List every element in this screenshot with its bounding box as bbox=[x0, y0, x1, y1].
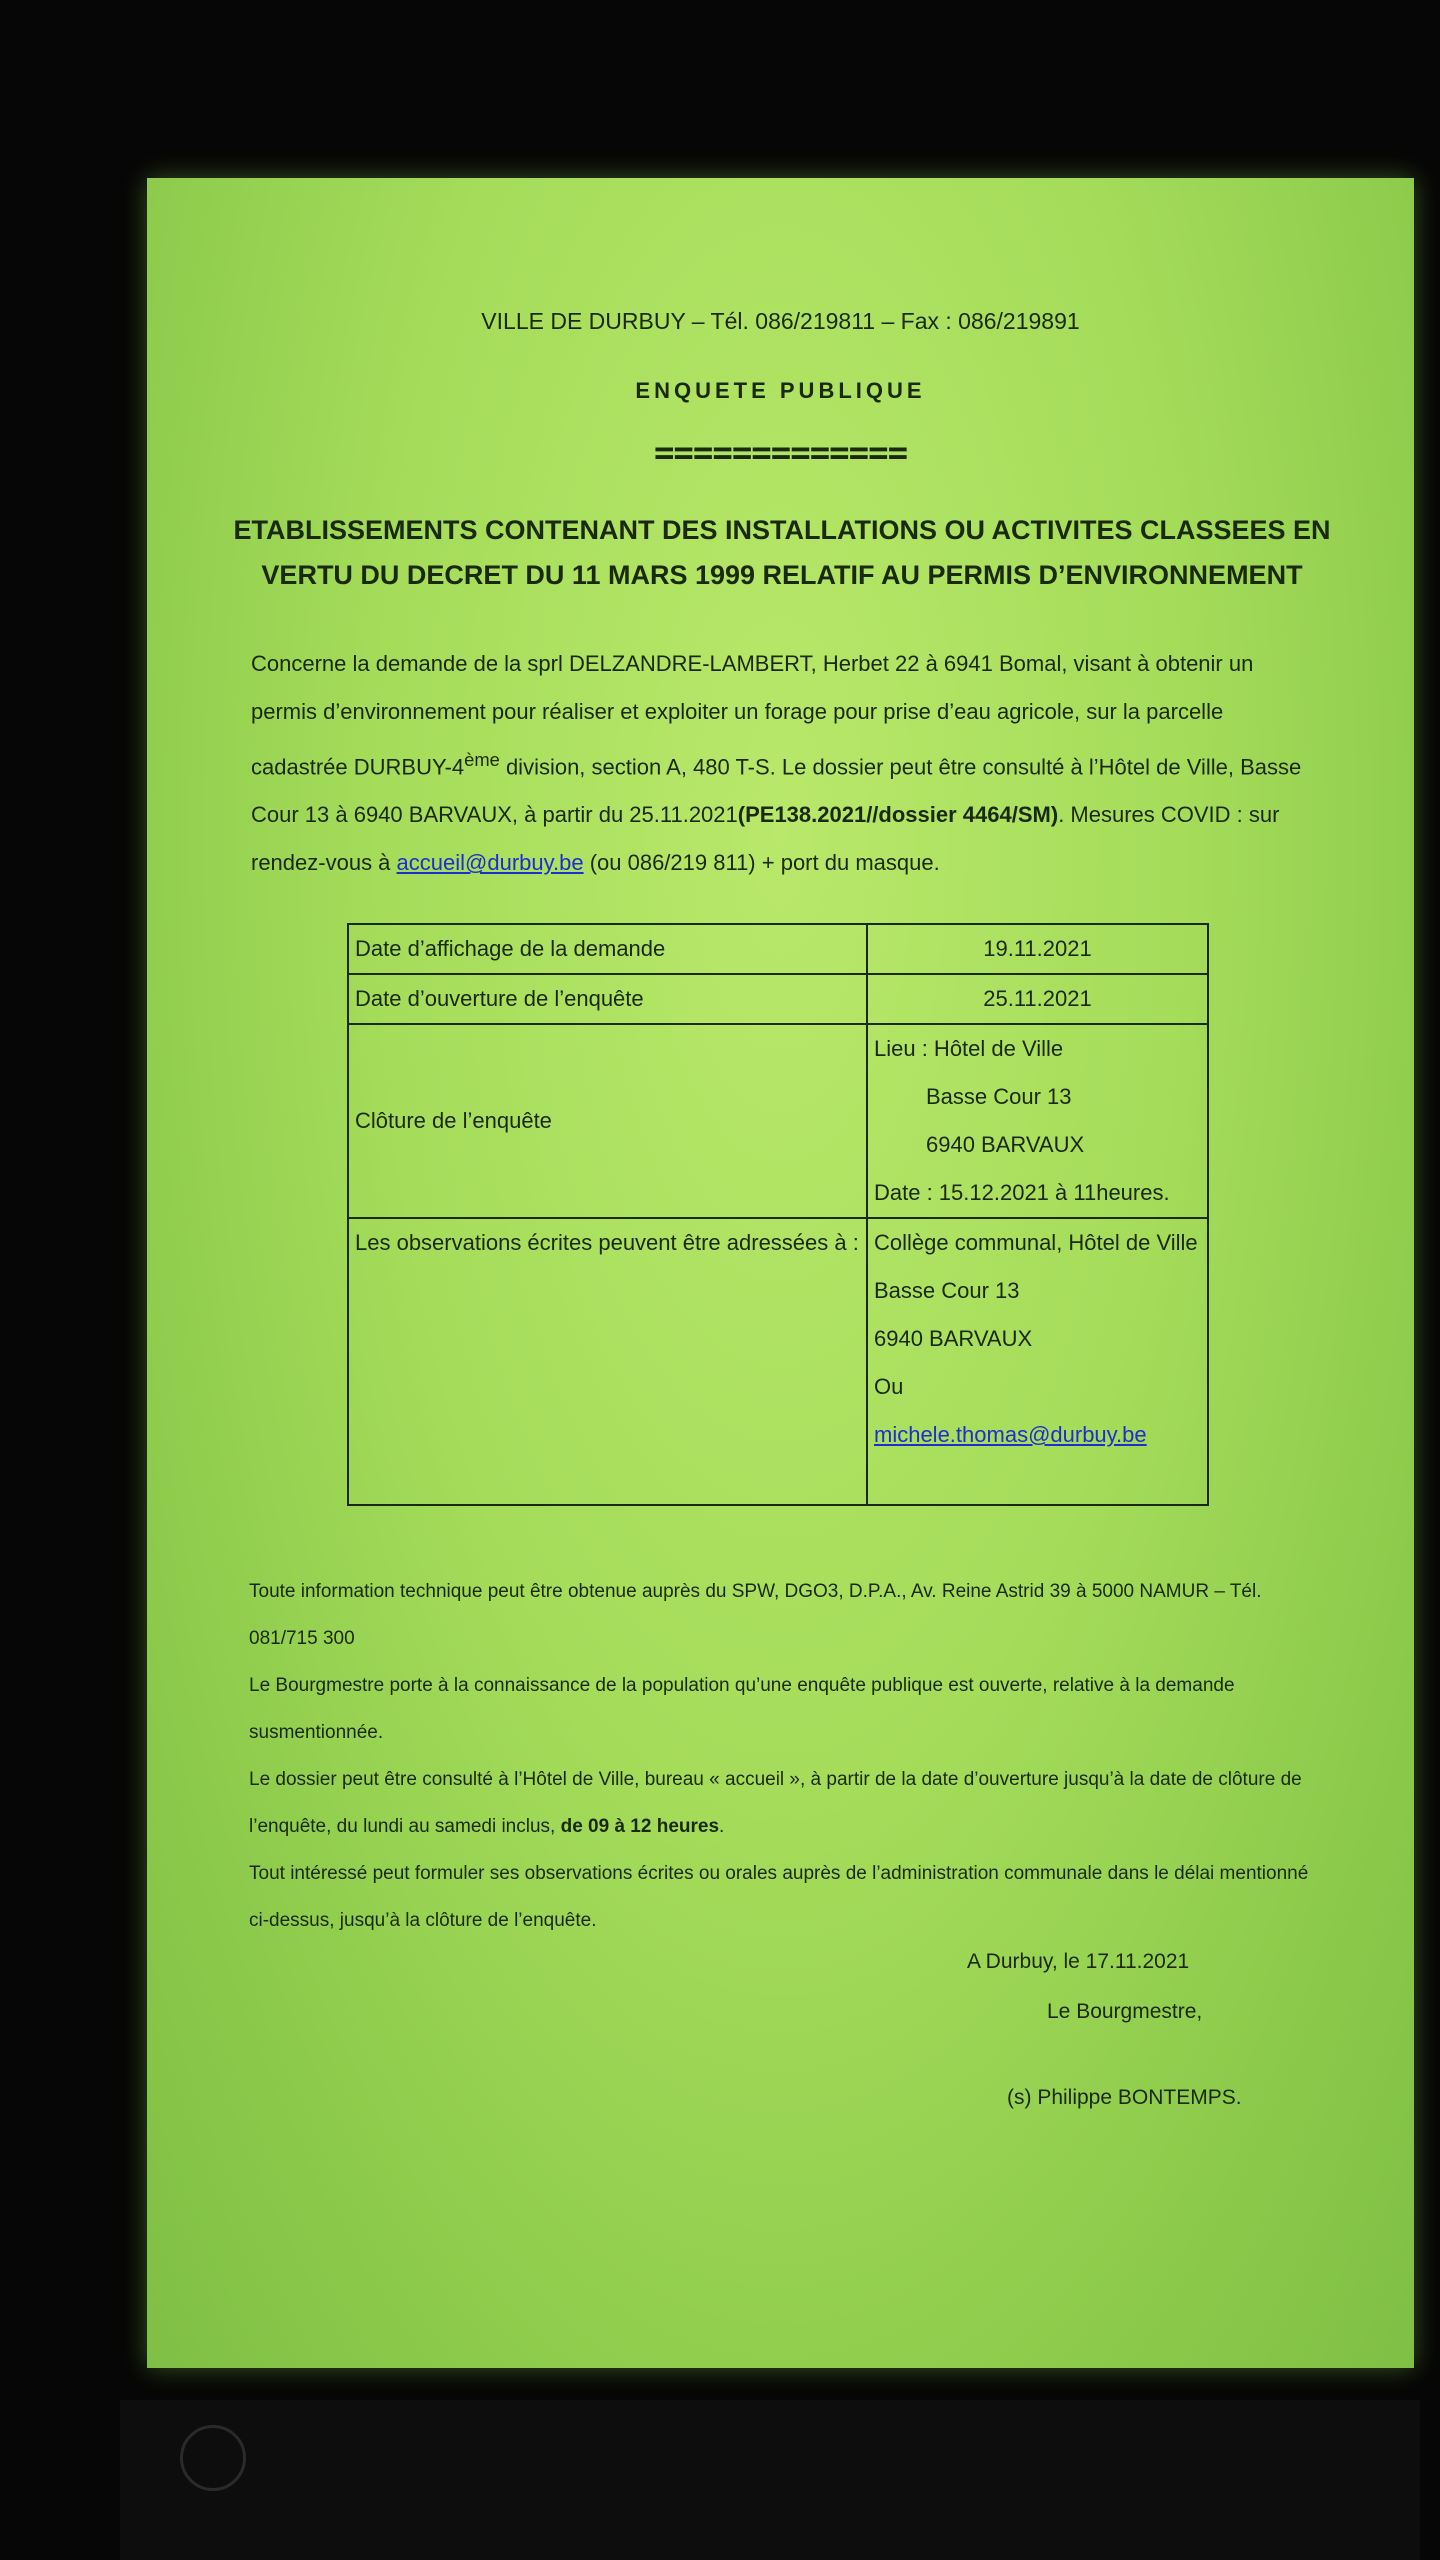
dossier-reference: (PE138.2021//dossier 4464/SM) bbox=[737, 802, 1059, 828]
intro-paragraph bbox=[251, 640, 1311, 887]
notice-title-line2: VERTU DU DECRET DU 11 MARS 1999 RELATIF AU PERMIS D’ENVIRONNEMENT bbox=[261, 560, 1303, 590]
opening-date-value: 25.11.2021 bbox=[867, 974, 1208, 1024]
display-date-label: Date d’affichage de la demande bbox=[348, 924, 867, 974]
mayor-notice-paragraph: Le Bourgmestre porte à la connaissance de la population qu’une enquête publique est ouverte, relative à la demande susmentionnée. bbox=[249, 1675, 1235, 1743]
municipality-header: VILLE DE DURBUY – Tél. 086/219811 – Fax : 086/219891 bbox=[481, 308, 1080, 334]
intro-text-1: Concerne la demande de la sprl DELZANDRE-LAMBERT, Herbet 22 à 6941 Bomal, visant à obtenir un permis d’environnement pour réaliser et exploiter un forage pour prise d’eau agricole, sur la parcelle cadastrée DURBUY-4 bbox=[251, 651, 1254, 780]
signature-place-date: A Durbuy, le 17.11.2021 bbox=[967, 1950, 1190, 1973]
address-line-or: Ou bbox=[874, 1374, 904, 1399]
closing-date: Date : 15.12.2021 à 11heures. bbox=[874, 1180, 1170, 1205]
notice-title-line1: ETABLISSEMENTS CONTENANT DES INSTALLATIONS OU ACTIVITES CLASSEES EN bbox=[233, 515, 1331, 545]
opening-date-label: Date d’ouverture de l’enquête bbox=[348, 974, 867, 1024]
address-line-street: Basse Cour 13 bbox=[874, 1278, 1020, 1303]
consultation-paragraph bbox=[249, 1756, 1319, 1850]
table-row bbox=[348, 1218, 1208, 1505]
notes-section bbox=[249, 1568, 1319, 1944]
circle-logo-icon bbox=[180, 2425, 246, 2491]
notice-subtitle: ENQUETE PUBLIQUE bbox=[635, 378, 926, 403]
display-date-value: 19.11.2021 bbox=[867, 924, 1208, 974]
enquiry-dates-table bbox=[347, 923, 1209, 1506]
intro-text-2: division, section A, 480 T-S. Le dossier peut être consulté à l’Hôtel de Ville, Basse Cour 13 à 6940 BARVAUX, à partir du 25.11.2021 bbox=[251, 754, 1302, 828]
observations-paragraph: Tout intéressé peut formuler ses observations écrites ou orales auprès de l’administration communale dans le délai mentionné ci-dessus, jusqu’à la clôture de l’enquête. bbox=[249, 1863, 1309, 1931]
table-row bbox=[348, 974, 1208, 1024]
observations-address bbox=[867, 1218, 1208, 1505]
address-line-city: 6940 BARVAUX bbox=[874, 1326, 1033, 1351]
intro-text-4: (ou 086/219 811) + port du masque. bbox=[583, 850, 940, 876]
table-row bbox=[348, 1024, 1208, 1218]
signature-role: Le Bourgmestre, bbox=[1047, 2000, 1203, 2023]
intro-superscript: ème bbox=[464, 749, 500, 770]
closing-street: Basse Cour 13 bbox=[926, 1084, 1072, 1109]
bottom-frame bbox=[120, 2400, 1420, 2560]
technical-info-paragraph: Toute information technique peut être obtenue auprès du SPW, DGO3, D.P.A., Av. Reine Astrid 39 à 5000 NAMUR – Tél. 081/715 300 bbox=[249, 1581, 1262, 1649]
closing-place: Lieu : Hôtel de Ville bbox=[874, 1036, 1064, 1061]
consultation-end: . bbox=[719, 1816, 725, 1837]
intro-text-3: . Mesures COVID : sur rendez-vous à bbox=[251, 802, 1280, 876]
observations-label: Les observations écrites peuvent être adressées à : bbox=[348, 1218, 867, 1505]
signature-name: (s) Philippe BONTEMPS. bbox=[1007, 2086, 1242, 2109]
accueil-email-link[interactable]: accueil@durbuy.be bbox=[396, 850, 584, 876]
address-line-college: Collège communal, Hôtel de Ville bbox=[874, 1230, 1198, 1255]
title-separator: ============= bbox=[653, 433, 908, 473]
closing-details bbox=[867, 1024, 1208, 1218]
closing-label: Clôture de l’enquête bbox=[348, 1024, 867, 1218]
consultation-hours: de 09 à 12 heures bbox=[560, 1816, 720, 1837]
michele-email-link[interactable]: michele.thomas@durbuy.be bbox=[874, 1422, 1147, 1447]
public-notice-poster bbox=[147, 178, 1414, 2368]
closing-city: 6940 BARVAUX bbox=[926, 1132, 1085, 1157]
notice-title bbox=[207, 508, 1357, 598]
consultation-text: Le dossier peut être consulté à l’Hôtel de Ville, bureau « accueil », à partir de la date d’ouverture jusqu’à la date de clôture de l’enquête, du lundi au samedi inclus, bbox=[249, 1769, 1302, 1837]
table-row bbox=[348, 924, 1208, 974]
